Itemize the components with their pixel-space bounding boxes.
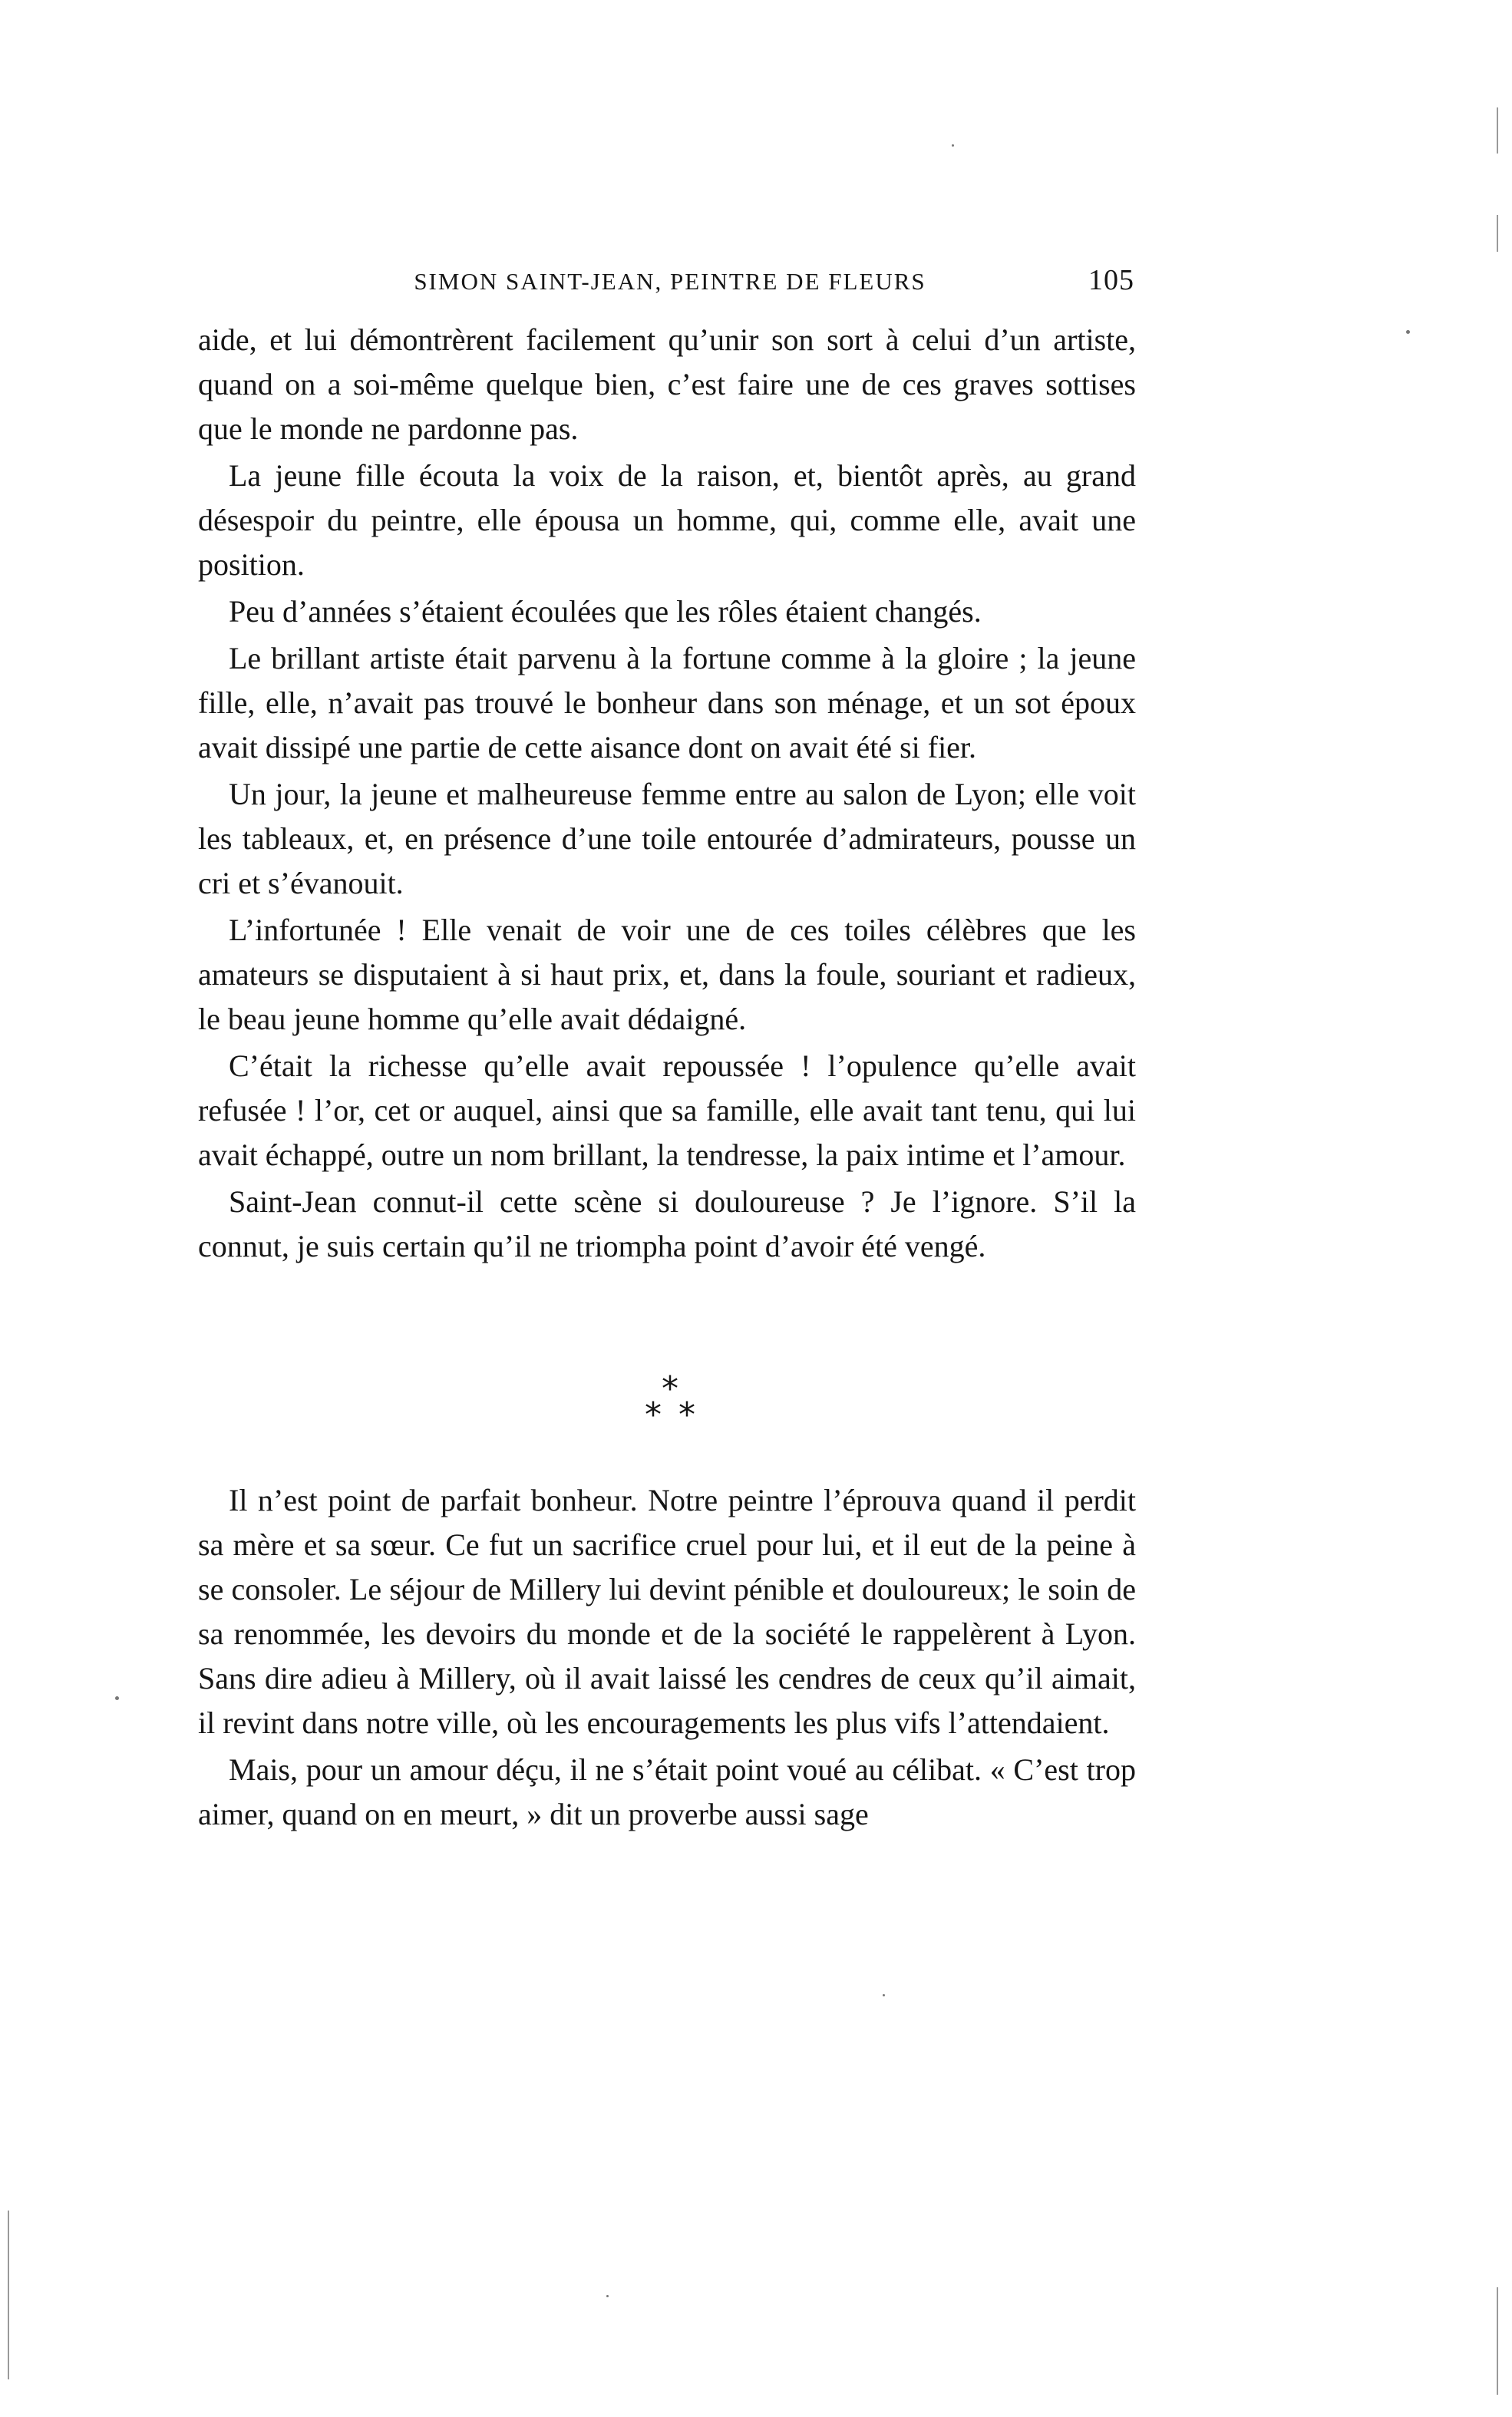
paragraph: L’infortunée ! Elle venait de voir une de ces toiles célèbres que les amateurs se disputaient à si haut prix, et, dans la foule, souriant et radieux, le beau jeune homme qu’elle avait dédaigné. — [198, 913, 1136, 1036]
scan-speck — [952, 144, 954, 147]
paragraph: Le brillant artiste était parvenu à la fortune comme à la gloire ; la jeune fille, elle, n’avait pas trouvé le bonheur dans son ménage, et un sot époux avait dissipé une partie de cette aisance dont on avait été si fier. — [198, 641, 1136, 764]
scan-speck — [883, 1994, 885, 1996]
scan-speck — [606, 2295, 609, 2297]
scan-edge-mark — [8, 2211, 9, 2379]
section-break-asterism — [629, 1369, 725, 1435]
asterism-star: * — [645, 1395, 662, 1435]
paragraph: Il n’est point de parfait bonheur. Notre peintre l’éprouva quand il perdit sa mère et sa sœur. Ce fut un sacrifice cruel pour lui, et il eut de la peine à se consoler. Le séjour de Millery lui devint pénible et douloureux; le soin de sa renommée, les devoirs du monde et de la société le rappelèrent à Lyon. Sans dire adieu à Millery, où il avait laissé les cendres de ceux qu’il aimait, il revint dans notre ville, où les encouragements les plus vifs l’attendaient. — [198, 1483, 1136, 1740]
paragraph-continued: aide, et lui démontrèrent facilement qu’unir son sort à celui d’un artiste, quand on a soi-même quelque bien, c’est faire une de ces graves sottises que le monde ne pardonne pas. — [198, 322, 1136, 446]
asterism-star: * — [678, 1395, 695, 1435]
running-title: SIMON SAINT-JEAN, PEINTRE DE FLEURS — [414, 268, 926, 295]
scan-edge-mark — [1497, 107, 1498, 154]
asterism-star: * — [662, 1369, 678, 1408]
paragraph: La jeune fille écouta la voix de la raison, et, bientôt après, au grand désespoir du peintre, elle épousa un homme, qui, comme elle, avait une position. — [198, 458, 1136, 582]
running-head — [198, 263, 1136, 301]
body-text-part2 — [198, 1478, 1136, 1837]
body-text-part1 — [198, 318, 1136, 1269]
page-number: 105 — [1088, 264, 1134, 296]
scan-speck — [115, 1696, 119, 1700]
scan-edge-mark — [1497, 2287, 1498, 2395]
paragraph: C’était la richesse qu’elle avait repoussée ! l’opulence qu’elle avait refusée ! l’or, cet or auquel, ainsi que sa famille, elle avait tant tenu, qui lui avait échappé, outre un nom brillant, la tendresse, la paix intime et l’amour. — [198, 1048, 1136, 1172]
paragraph: Peu d’années s’étaient écoulées que les rôles étaient changés. — [229, 594, 982, 629]
scan-edge-mark — [1497, 215, 1498, 252]
paragraph: Saint-Jean connut-il cette scène si douloureuse ? Je l’ignore. S’il la connut, je suis certain qu’il ne triompha point d’avoir été vengé. — [198, 1184, 1136, 1263]
paragraph: Mais, pour un amour déçu, il ne s’était point voué au célibat. « C’est trop aimer, quand on en meurt, » dit un proverbe aussi sage — [198, 1752, 1136, 1831]
scan-speck — [1406, 330, 1410, 334]
paragraph: Un jour, la jeune et malheureuse femme entre au salon de Lyon; elle voit les tableaux, et, en présence d’une toile entourée d’admirateurs, pousse un cri et s’évanouit. — [198, 777, 1136, 900]
